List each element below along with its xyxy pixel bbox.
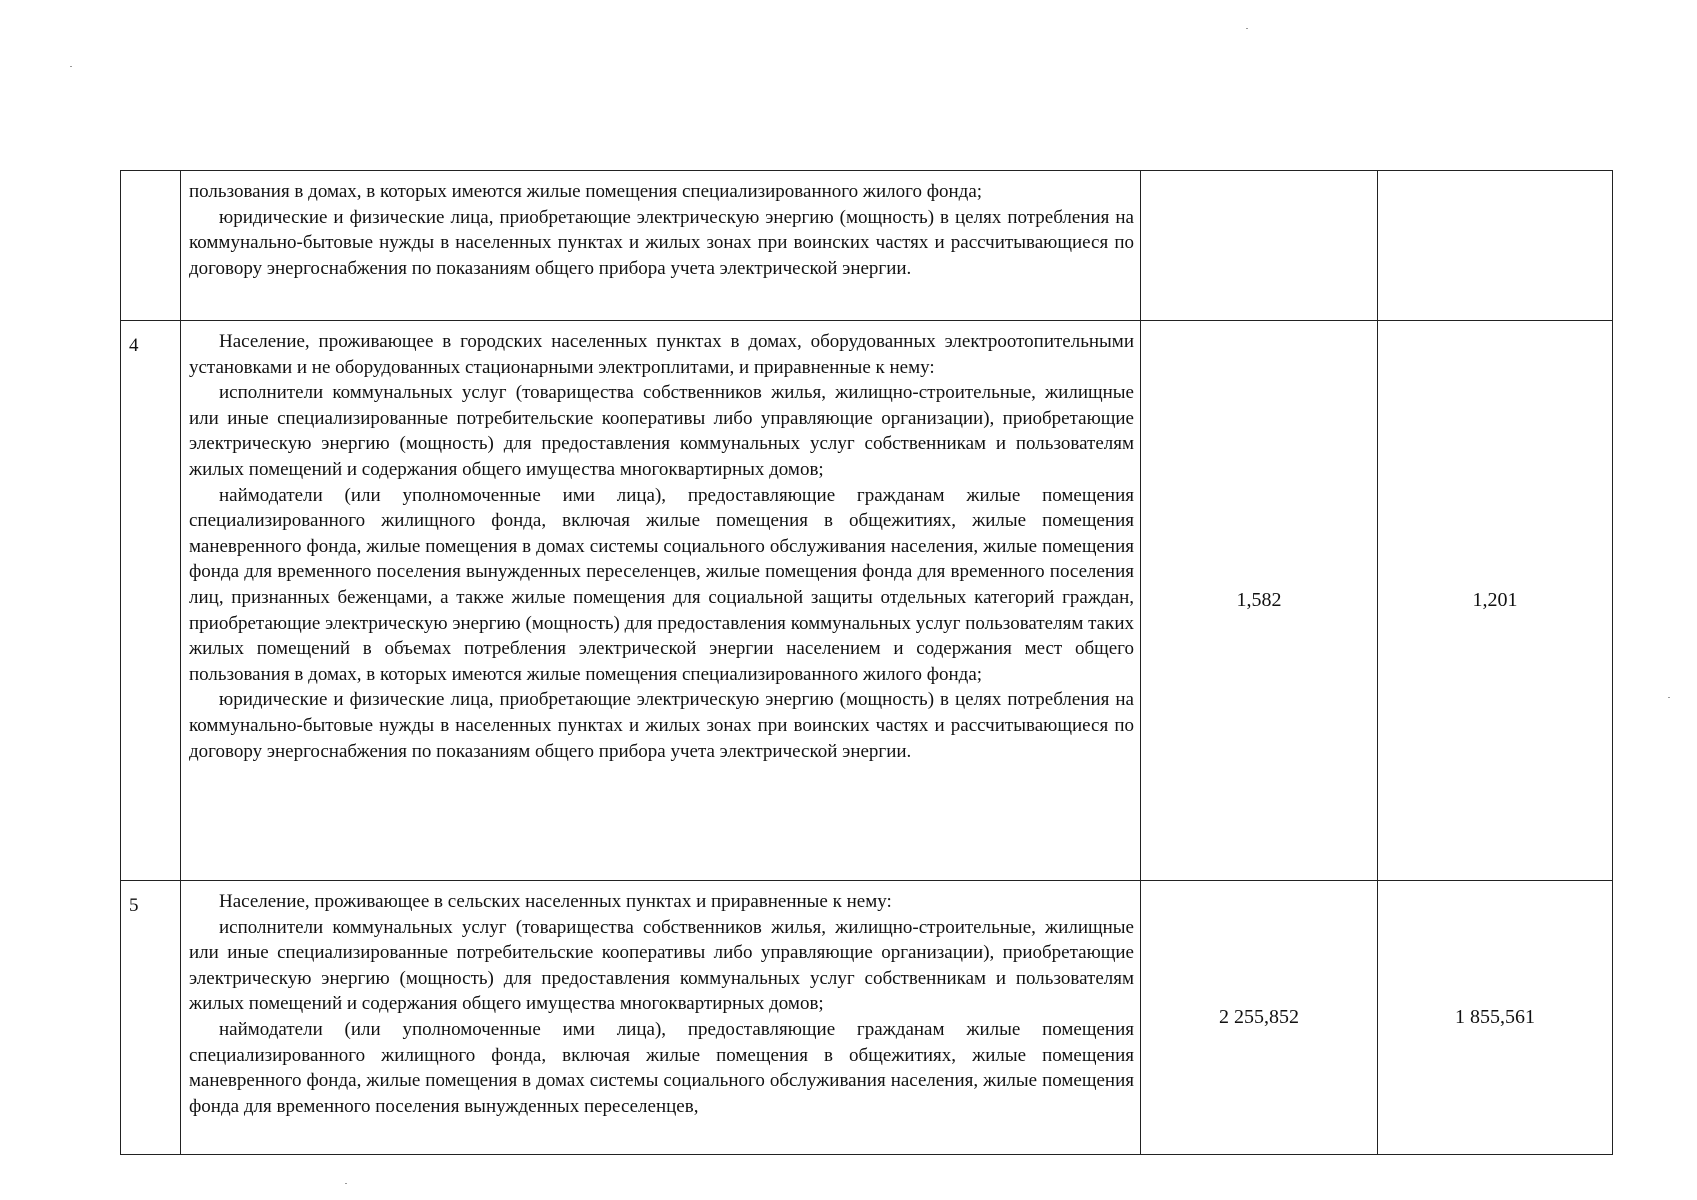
table-row (121, 321, 1613, 881)
description-paragraph: наймодатели (или уполномоченные ими лица), предоставляющие гражданам жилые помещения специализированного жилищного фонда, включая жилые помещения в общежитиях, жилые помещения маневренного фонда, жилые помещения в домах системы социального обслуживания населения, жилые помещения фонда для временного поселения вынужденных переселенцев, жилые помещения фонда для временного поселения лиц, признанных беженцами, а также жилые помещения для социальной защиты отдельных категорий граждан, приобретающие электрическую энергию (мощность) для предоставления коммунальных услуг пользователям таких жилых помещений в объемах потребления электрической энергии населением и содержания мест общего пользования в домах, в которых имеются жилые помещения специализированного жилого фонда; (189, 484, 1134, 685)
description-cell (181, 881, 1141, 1155)
description-paragraph: Население, проживающее в сельских населенных пунктах и приравненные к нему: (219, 891, 892, 912)
value-1-cell (1141, 171, 1378, 321)
value-2-cell (1378, 171, 1613, 321)
scan-speck (345, 1183, 347, 1184)
tariff-table (120, 170, 1613, 1155)
description-paragraph: юридические и физические лица, приобретающие электрическую энергию (мощность) в целях потребления на коммунально-бытовые нужды в населенных пунктах и жилых зонах при воинских частях и рассчитывающиеся по договору энергоснабжения по показаниям общего прибора учета электрической энергии. (189, 206, 1134, 279)
description-paragraph: исполнители коммунальных услуг (товарищества собственников жилья, жилищно-строительные, жилищные или иные специализированные потребительские кооперативы либо управляющие организации), приобретающие электрическую энергию (мощность) для предоставления коммунальных услуг собственникам и пользователям жилых помещений и содержания общего имущества многоквартирных домов; (189, 916, 1134, 1015)
row-number-cell (121, 171, 181, 321)
value-1-cell: 1,582 (1141, 321, 1378, 881)
description-paragraph: пользования в домах, в которых имеются жилые помещения специализированного жилого фонда; (189, 181, 983, 202)
row-number-cell: 4 (121, 321, 181, 881)
table-row (121, 881, 1613, 1155)
scan-speck (1668, 697, 1670, 698)
description-paragraph: юридические и физические лица, приобретающие электрическую энергию (мощность) в целях потребления на коммунально-бытовые нужды в населенных пунктах и жилых зонах при воинских частях и рассчитывающиеся по договору энергоснабжения по показаниям общего прибора учета электрической энергии. (189, 689, 1134, 762)
value-2-cell: 1 855,561 (1378, 881, 1613, 1155)
description-paragraph: наймодатели (или уполномоченные ими лица), предоставляющие гражданам жилые помещения специализированного жилищного фонда, включая жилые помещения в общежитиях, жилые помещения маневренного фонда, жилые помещения в домах системы социального обслуживания населения, жилые помещения фонда для временного поселения вынужденных переселенцев, (189, 1018, 1134, 1117)
description-cell (181, 171, 1141, 321)
description-cell (181, 321, 1141, 881)
value-1-cell: 2 255,852 (1141, 881, 1378, 1155)
scan-speck (70, 66, 72, 67)
scan-speck (1246, 28, 1248, 29)
description-paragraph: исполнители коммунальных услуг (товарищества собственников жилья, жилищно-строительные, жилищные или иные специализированные потребительские кооперативы либо управляющие организации), приобретающие электрическую энергию (мощность) для предоставления коммунальных услуг собственникам и пользователям жилых помещений и содержания общего имущества многоквартирных домов; (189, 382, 1134, 480)
row-number-cell: 5 (121, 881, 181, 1155)
description-paragraph: Население, проживающее в городских населенных пунктах в домах, оборудованных электроотопительными установками и не оборудованных стационарными электроплитами, и приравненные к нему: (189, 331, 1134, 378)
value-2-cell: 1,201 (1378, 321, 1613, 881)
table-row (121, 171, 1613, 321)
